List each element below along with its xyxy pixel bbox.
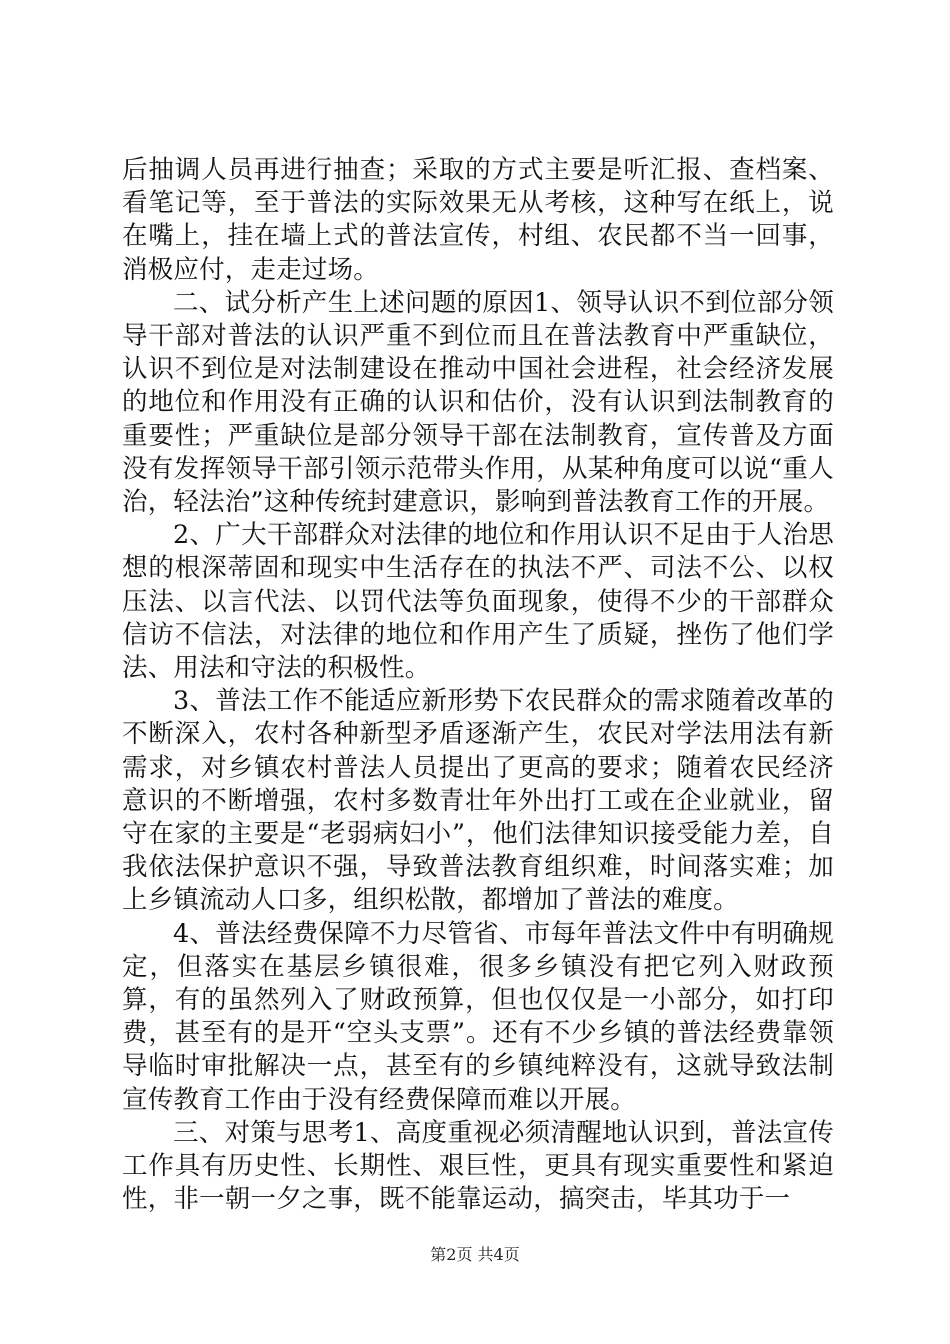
page-footer — [0, 1244, 950, 1266]
paragraph-section-two: 二、试分析产生上述问题的原因1、领导认识不到位部分领导干部对普法的认识严重不到位而且在普法教育中严重缺位，认识不到位是对法制建设在推动中国社会进程，社会经济发展的地位和作用没有正确的认识和估价，没有认识到法制教育的重要性；严重缺位是部分领导干部在法制教育，宣传普及方面没有发挥领导干部引领示范带头作用，从某种角度可以说“重人治，轻法治”这种传统封建意识，影响到普法教育工作的开展。 — [122, 287, 834, 518]
paragraph-point-four: 4、普法经费保障不力尽管省、市每年普法文件中有明确规定，但落实在基层乡镇很难，很多乡镇没有把它列入财政预算，有的虽然列入了财政预算，但也仅仅是一小部分，如打印费，甚至有的是开“空头支票”。还有不少乡镇的普法经费靠领导临时审批解决一点，甚至有的乡镇纯粹没有，这就导致法制宣传教育工作由于没有经费保障而难以开展。 — [122, 918, 834, 1115]
paragraph-continuation: 后抽调人员再进行抽查；采取的方式主要是听汇报、查档案、看笔记等，至于普法的实际效果无从考核，这种写在纸上，说在嘴上，挂在墙上式的普法宣传，村组、农民都不当一回事，消极应付，走走过场。 — [122, 155, 834, 285]
paragraph-point-three: 3、普法工作不能适应新形势下农民群众的需求随着改革的不断深入，农村各种新型矛盾逐渐产生，农民对学法用法有新需求，对乡镇农村普法人员提出了更高的要求；随着农民经济意识的不断增强，农村多数青壮年外出打工或在企业就业，留守在家的主要是“老弱病妇小”，他们法律知识接受能力差，自我依法保护意识不强，导致普法教育组织难，时间落实难；加上乡镇流动人口多，组织松散，都增加了普法的难度。 — [122, 686, 834, 916]
paragraph-section-three: 三、对策与思考1、高度重视必须清醒地认识到，普法宣传工作具有历史性、长期性、艰巨性，更具有现实重要性和紧迫性，非一朝一夕之事，既不能靠运动，搞突击，毕其功于一 — [122, 1117, 834, 1215]
page-number-label: 第2页 共4页 — [430, 1245, 520, 1264]
document-body — [122, 154, 834, 1217]
paragraph-point-two: 2、广大干部群众对法律的地位和作用认识不足由于人治思想的根深蒂固和现实中生活存在的执法不严、司法不公、以权压法、以言代法、以罚代法等负面现象，使得不少的干部群众信访不信法，对法律的地位和作用产生了质疑，挫伤了他们学法、用法和守法的积极性。 — [122, 520, 834, 684]
